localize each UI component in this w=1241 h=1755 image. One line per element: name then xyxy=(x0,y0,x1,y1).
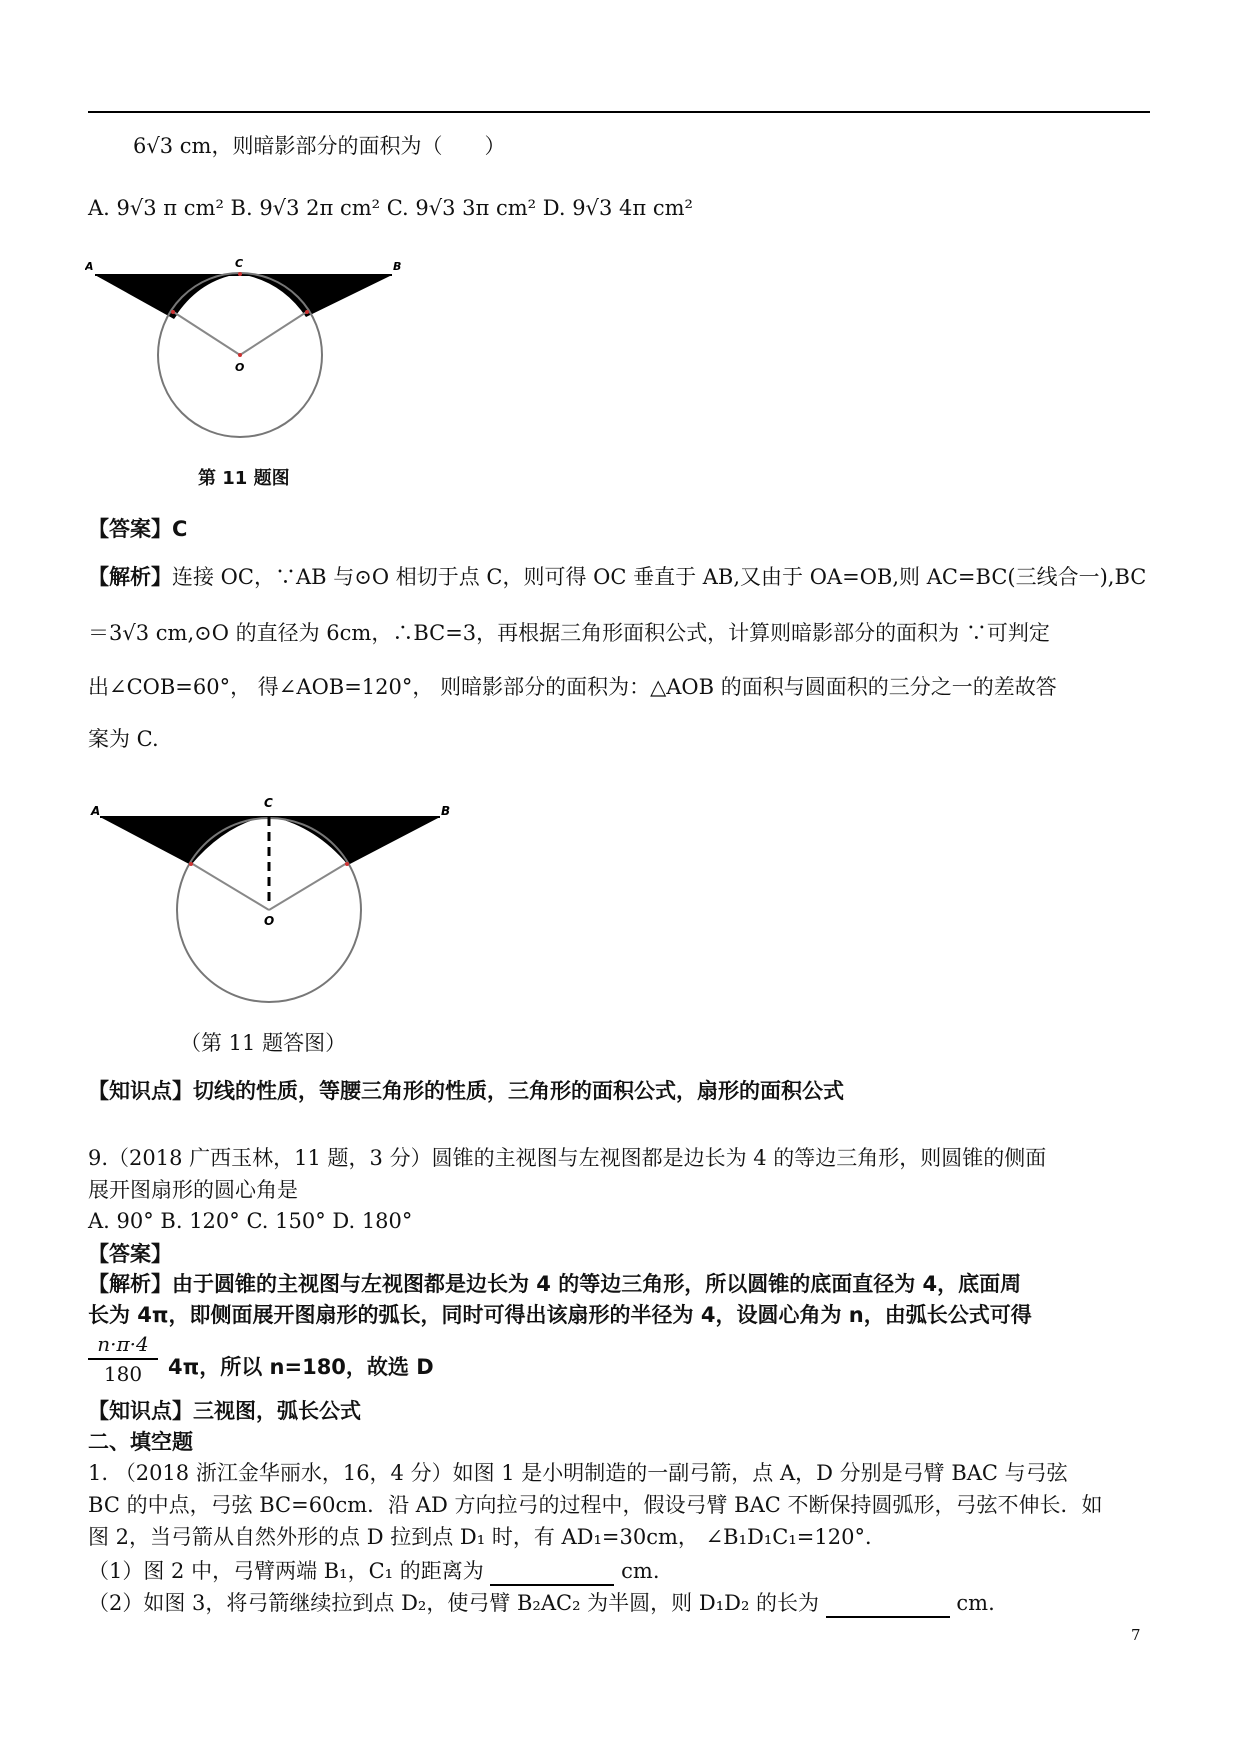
answer-segment-oa xyxy=(191,863,269,910)
segment-ob xyxy=(240,311,308,355)
q9-stem-line2: 展开图扇形的圆心角是 xyxy=(88,1178,298,1202)
q8-figure xyxy=(85,255,405,475)
q8-analysis-line1: 【解析】连接 OC，∵AB 与⊙O 相切于点 C，则可得 OC 垂直于 AB,又由于 OA=OB,则 AC=BC(三线合一),BC xyxy=(88,565,1147,589)
fill-q1-sub2: （2）如图 3，将弓箭继续拉到点 D₂，使弓臂 B₂AC₂ 为半圆，则 D₁D₂ 的长为 cm. xyxy=(88,1588,995,1618)
fill-q1-line2: BC 的中点，弓弦 BC=60cm．沿 AD 方向拉弓的过程中，假设弓臂 BAC 不断保持圆弧形，弓弦不伸长．如 xyxy=(88,1493,1103,1517)
answer-blank-2[interactable] xyxy=(826,1592,950,1618)
q9-analysis-line1: 【解析】由于圆锥的主视图与左视图都是边长为 4 的等边三角形，所以圆锥的底面直径为 4，底面周 xyxy=(88,1272,1022,1296)
header-rule xyxy=(88,111,1150,113)
q8-options: A. 9√3 π cm² B. 9√3 2π cm² C. 9√3 3π cm² D. 9√3 4π cm² xyxy=(88,196,693,220)
q8-analysis-line2: ＝3√3 cm,⊙O 的直径为 6cm，∴BC=3，再根据三角形面积公式，计算则暗影部分的面积为 ∵可判定 xyxy=(88,621,1050,645)
q8-stem-tail: 6√3 cm，则暗影部分的面积为（ ） xyxy=(133,134,506,158)
q9-answer: 【答案】 xyxy=(88,1242,172,1266)
answer-blank-1[interactable] xyxy=(490,1560,614,1586)
section-heading: 二、填空题 xyxy=(88,1430,193,1454)
q8-answer-figure xyxy=(88,795,458,1015)
answer-label-b: B xyxy=(441,804,451,818)
page-number: 7 xyxy=(1131,1626,1141,1644)
answer-shaded-right xyxy=(273,817,440,865)
formula-denominator: 180 xyxy=(103,1362,143,1386)
label-b: B xyxy=(393,260,402,273)
figure-caption: 第 11 题图 xyxy=(198,468,290,489)
answer-label-o: O xyxy=(264,914,275,928)
q9-analysis-line3: 4π，所以 n=180，故选 D xyxy=(168,1355,434,1379)
fill-q1-line3: 图 2，当弓箭从自然外形的点 D 拉到点 D₁ 时，有 AD₁=30cm， ∠B₁D₁C₁=120°． xyxy=(88,1525,886,1549)
answer-figure-caption: （第 11 题答图） xyxy=(180,1031,347,1055)
q9-formula xyxy=(88,1332,158,1386)
segment-oa xyxy=(172,311,240,355)
shaded-region-left-fill xyxy=(95,275,233,317)
q9-options: A. 90° B. 120° C. 150° D. 180° xyxy=(88,1209,413,1233)
q9-knowledge-points: 【知识点】三视图，弧长公式 xyxy=(88,1399,361,1423)
q8-knowledge-points: 【知识点】切线的性质，等腰三角形的性质，三角形的面积公式，扇形的面积公式 xyxy=(88,1079,844,1103)
fill-q1-line1: 1. （2018 浙江金华丽水，16，4 分）如图 1 是小明制造的一副弓箭，点 A，D 分别是弓臂 BAC 与弓弦 xyxy=(88,1461,1068,1485)
q9-stem-line1: 9.（2018 广西玉林，11 题，3 分）圆锥的主视图与左视图都是边长为 4 的等边三角形，则圆锥的侧面 xyxy=(88,1146,1047,1170)
formula-numerator: n·π·4 xyxy=(97,1332,149,1356)
q8-analysis-line4: 案为 C. xyxy=(88,727,159,751)
label-a: A xyxy=(85,260,94,273)
q8-answer: 【答案】C xyxy=(88,517,188,541)
q9-analysis-line2: 长为 4π，即侧面展开图扇形的弧长，同时可得出该扇形的半径为 4，设圆心角为 n，由弧长公式可得 xyxy=(88,1303,1032,1327)
label-c: C xyxy=(235,257,244,270)
shaded-region-right-fill xyxy=(245,275,392,317)
answer-segment-ob xyxy=(269,863,347,910)
label-o: O xyxy=(235,361,245,374)
answer-label-c: C xyxy=(264,796,273,810)
fill-q1-sub1: （1）图 2 中，弓臂两端 B₁，C₁ 的距离为 cm. xyxy=(88,1556,660,1586)
q8-analysis-line3: 出∠COB=60°， 得∠AOB=120°， 则暗影部分的面积为：△AOB 的面积与圆面积的三分之一的差故答 xyxy=(88,675,1057,699)
answer-label-a: A xyxy=(91,804,101,818)
